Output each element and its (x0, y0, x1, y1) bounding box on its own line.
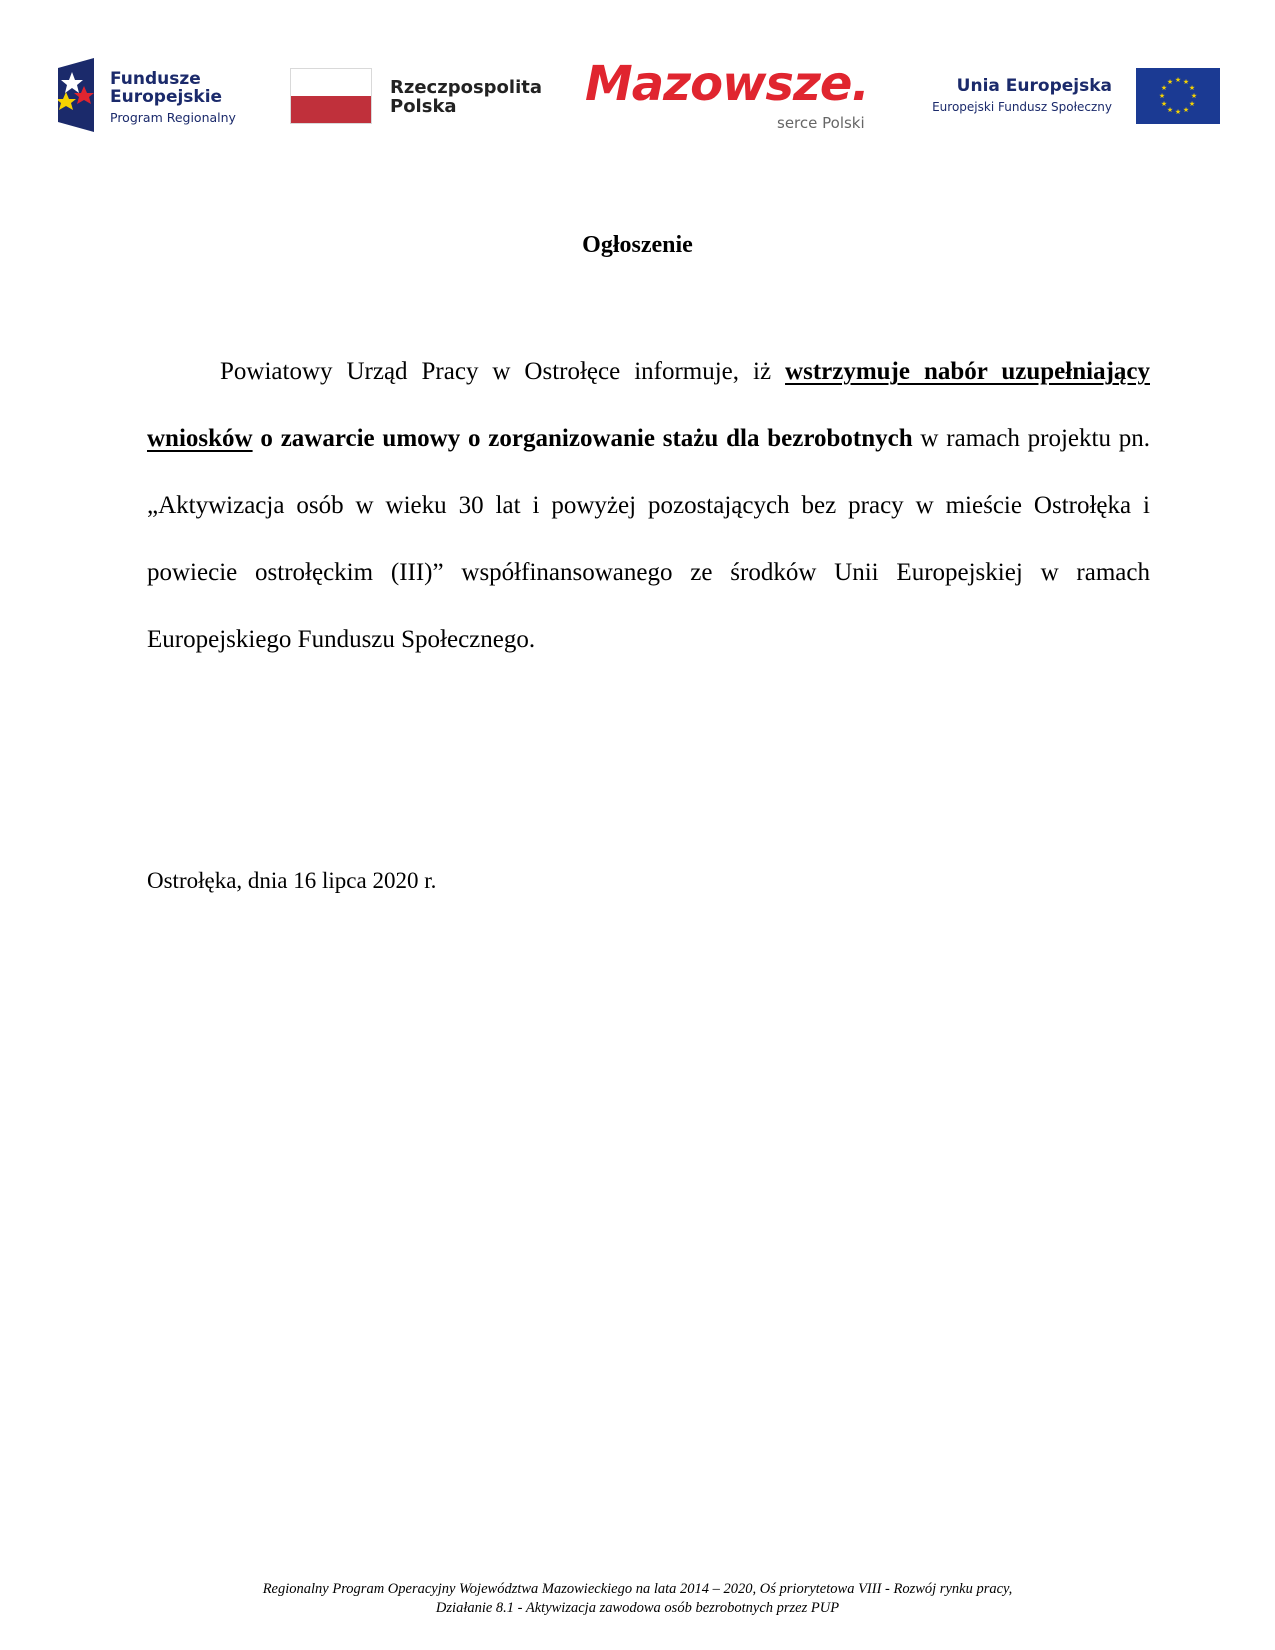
footer-line1: Regionalny Program Operacyjny Województwa Mazowieckiego na lata 2014 – 2020, Oś priorytetowa VIII - Rozwój rynku pracy, (262, 1581, 1013, 1597)
svg-text:★: ★ (1188, 84, 1196, 92)
svg-text:★: ★ (1174, 108, 1182, 116)
paragraph-text-1: Powiatowy Urząd Pracy w Ostrołęce informuje, iż (220, 358, 786, 385)
ue-line1: Unia Europejska (956, 76, 1112, 96)
page-footer (0, 1580, 1275, 1618)
logos-header (0, 48, 1275, 138)
rp-line1: Rzeczpospolita (390, 77, 542, 98)
rzeczpospolita-polska-logo (290, 68, 540, 128)
eu-flag-icon (1136, 68, 1220, 124)
unia-europejska-logo (930, 68, 1220, 128)
ue-line2: Europejski Fundusz Społeczny (932, 100, 1112, 114)
mazowsze-tagline: serce Polski (777, 114, 865, 132)
svg-text:★: ★ (1182, 78, 1190, 86)
svg-text:★: ★ (1160, 100, 1168, 108)
footer-line2: Działanie 8.1 - Aktywizacja zawodowa osób bezrobotnych przez PUP (435, 1600, 840, 1616)
paragraph-text-2: w ramach projektu pn. „Aktywizacja osób w wieku 30 lat i powyżej pozostających bez pracy w mieście Ostrołęka i powiecie ostrołęckim (III)” współfinansowanego ze środków Unii Europejskiej w ramach Europejskiego Funduszu Społecznego. (147, 425, 1150, 653)
mazowsze-logo (585, 56, 885, 136)
svg-text:★: ★ (1160, 84, 1168, 92)
svg-text:★: ★ (1182, 106, 1190, 114)
fundusze-line2: Europejskie (110, 87, 223, 107)
svg-text:★: ★ (1174, 76, 1182, 84)
svg-text:★: ★ (1166, 78, 1174, 86)
polish-flag-icon (290, 68, 372, 124)
paragraph-bold: o zawarcie umowy o zorganizowanie stażu dla bezrobotnych (252, 425, 913, 452)
svg-text:★: ★ (1188, 100, 1196, 108)
rp-line2: Polska (390, 96, 457, 117)
announcement-date: Ostrołęka, dnia 16 lipca 2020 r. (147, 868, 437, 893)
announcement-paragraph (147, 338, 1150, 673)
fundusze-line3: Program Regionalny (110, 110, 236, 125)
announcement-title: Ogłoszenie (582, 232, 693, 258)
svg-text:★: ★ (1158, 92, 1166, 100)
svg-text:★: ★ (1190, 92, 1198, 100)
fundusze-europejskie-logo (58, 58, 248, 136)
fundusze-emblem-icon (58, 58, 104, 132)
svg-text:★: ★ (1166, 106, 1174, 114)
fundusze-line1: Fundusze (110, 69, 201, 89)
paragraph-bold-underlined: wstrzymuje nabór uzupełniający wniosków (147, 358, 1150, 452)
mazowsze-wordmark: Mazowsze. (585, 56, 869, 112)
